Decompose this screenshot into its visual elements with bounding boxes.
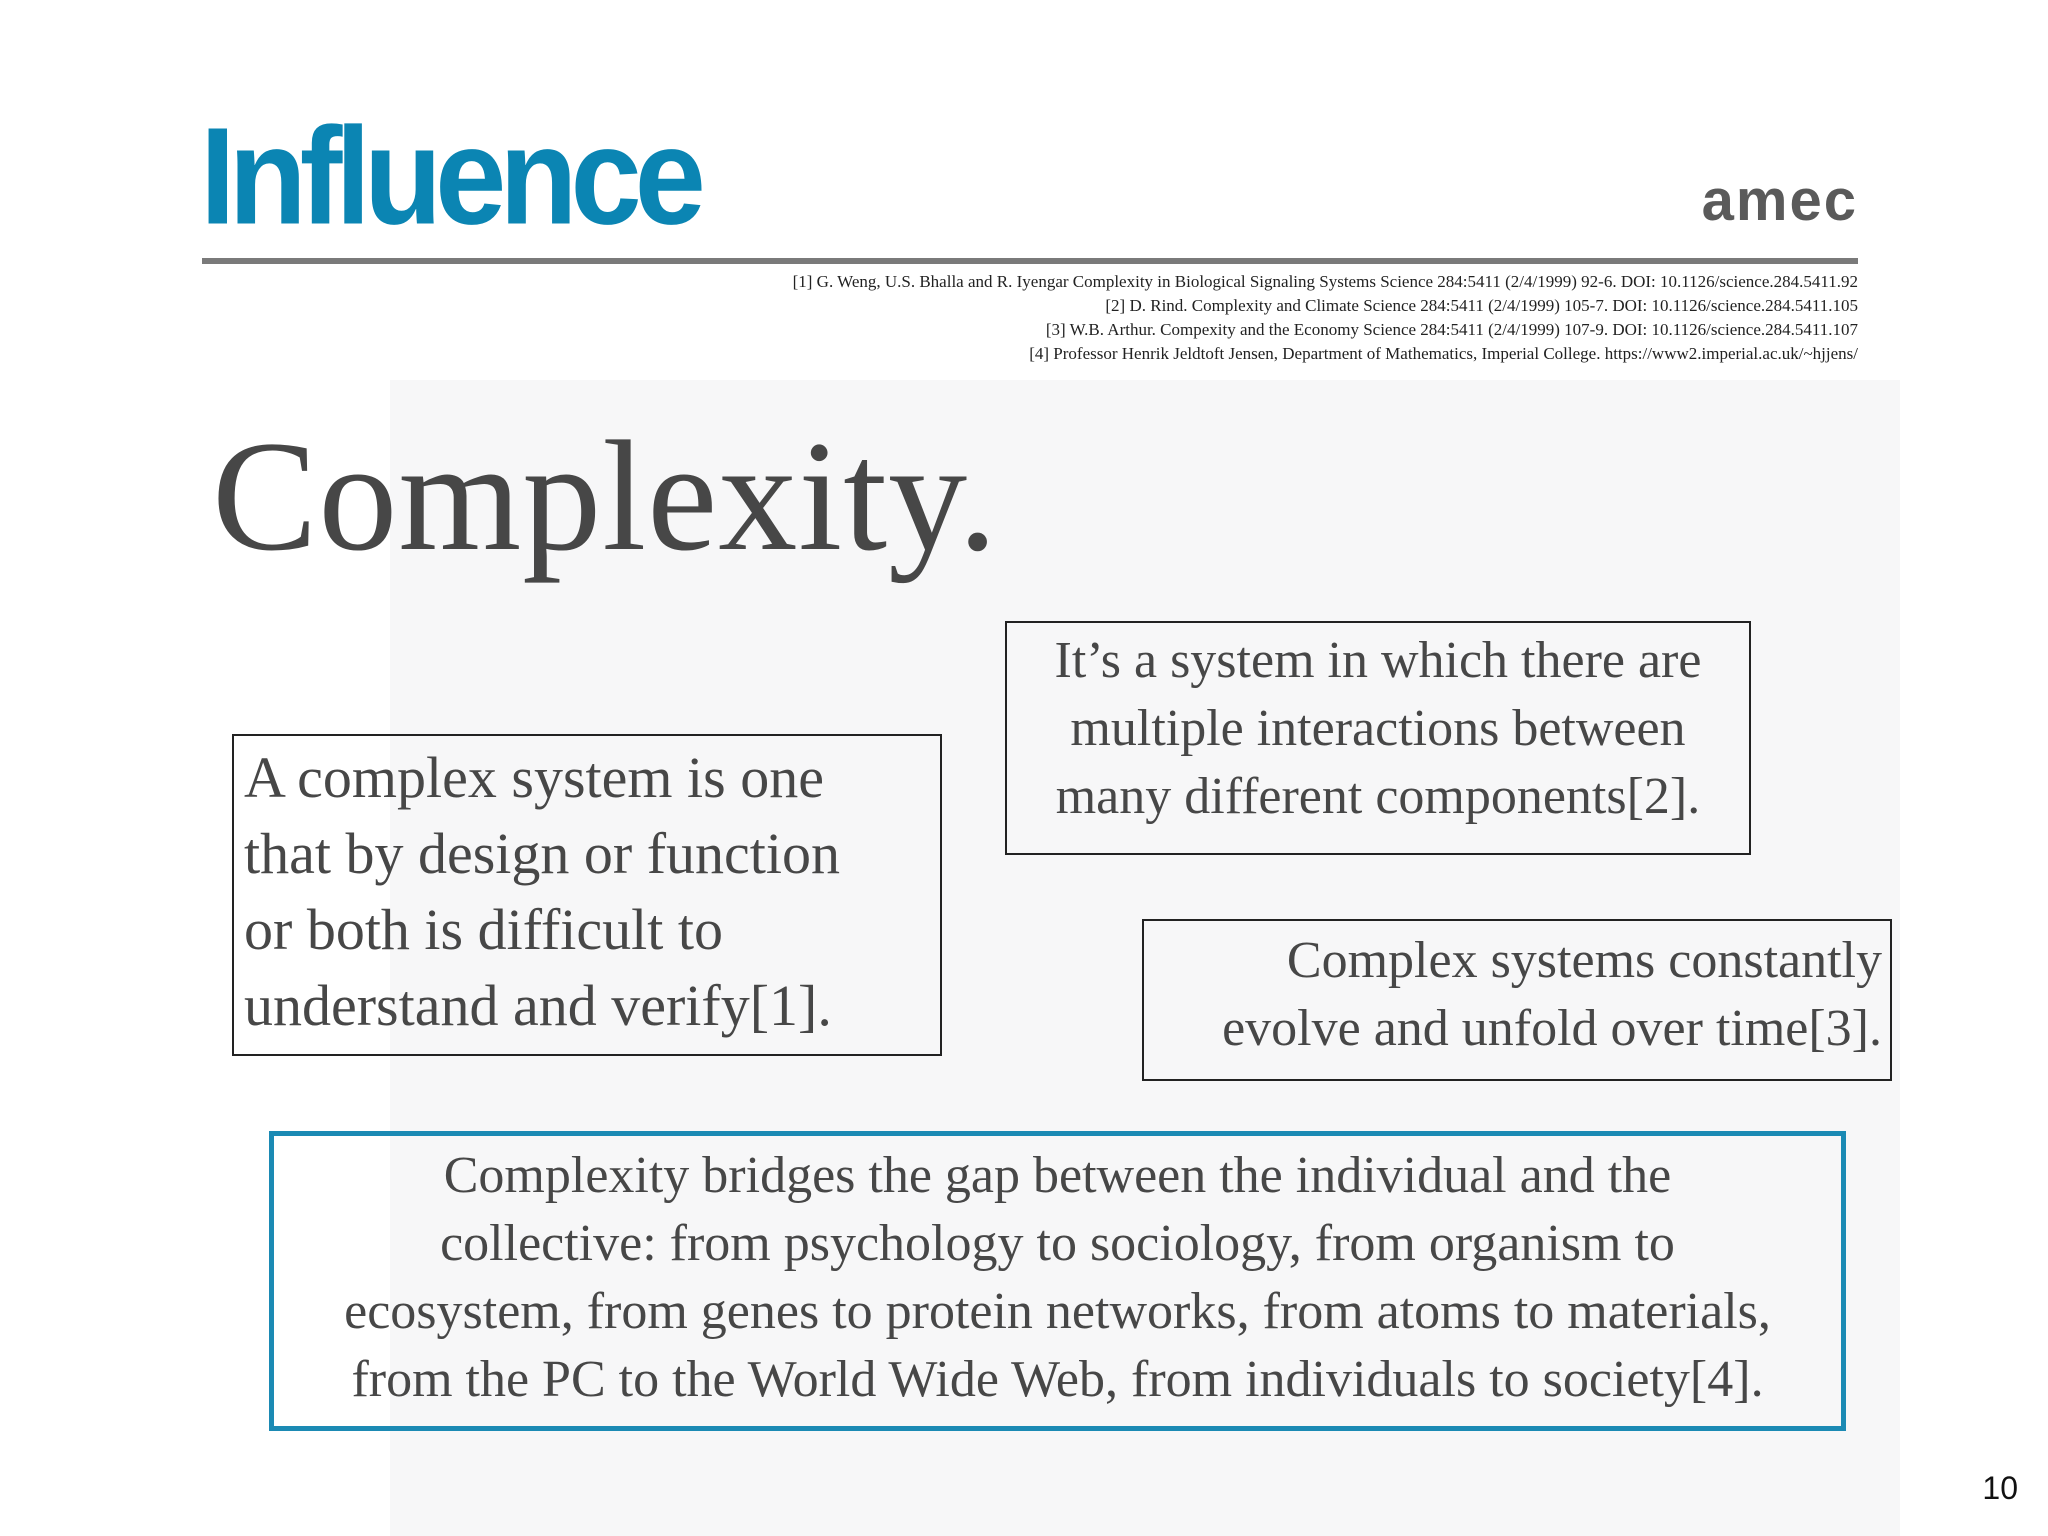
quote-box-bridges xyxy=(269,1131,1846,1431)
influence-logo: Influence xyxy=(200,99,699,254)
quote-line: evolve and unfold over time[3]. xyxy=(1222,1000,1882,1057)
reference-4: [4] Professor Henrik Jeldtoft Jensen, Department of Mathematics, Imperial College. https://www2.imperial.ac.uk/~hjjens/ xyxy=(1029,344,1858,363)
quote-line: ecosystem, from genes to protein networks, from atoms to materials, xyxy=(344,1283,1771,1340)
quote-line: A complex system is one xyxy=(244,745,824,810)
reference-3: [3] W.B. Arthur. Compexity and the Economy Science 284:5411 (2/4/1999) 107-9. DOI: 10.1126/science.284.5411.107 xyxy=(1045,320,1858,339)
reference-2: [2] D. Rind. Complexity and Climate Science 284:5411 (2/4/1999) 105-7. DOI: 10.1126/science.284.5411.105 xyxy=(1105,296,1858,315)
references-list xyxy=(458,270,1858,366)
quote-line: Complex systems constantly xyxy=(1286,932,1882,989)
quote-line: many different components[2]. xyxy=(1055,768,1701,825)
quote-box-evolve xyxy=(1142,919,1892,1081)
quote-line: Complexity bridges the gap between the individual and the xyxy=(443,1147,1672,1204)
quote-box-definition xyxy=(232,734,942,1056)
slide-title: Complexity. xyxy=(212,409,999,584)
page-number: 10 xyxy=(1982,1470,2018,1506)
quote-line: that by design or function xyxy=(244,821,841,886)
quote-line: collective: from psychology to sociology, from organism to xyxy=(440,1215,1675,1272)
quote-line: understand and verify[1]. xyxy=(244,973,832,1038)
reference-1: [1] G. Weng, U.S. Bhalla and R. Iyengar Complexity in Biological Signaling Systems Science 284:5411 (2/4/1999) 92-6. DOI: 10.1126/science.284.5411.92 xyxy=(792,272,1858,291)
quote-line: It’s a system in which there are xyxy=(1054,632,1702,689)
quote-line: or both is difficult to xyxy=(244,897,724,962)
amec-brand-logo: amec xyxy=(1701,168,1858,233)
quote-box-interactions xyxy=(1005,621,1751,855)
quote-line: from the PC to the World Wide Web, from individuals to society[4]. xyxy=(351,1351,1764,1408)
quote-line: multiple interactions between xyxy=(1070,700,1686,757)
header-divider xyxy=(202,258,1858,264)
